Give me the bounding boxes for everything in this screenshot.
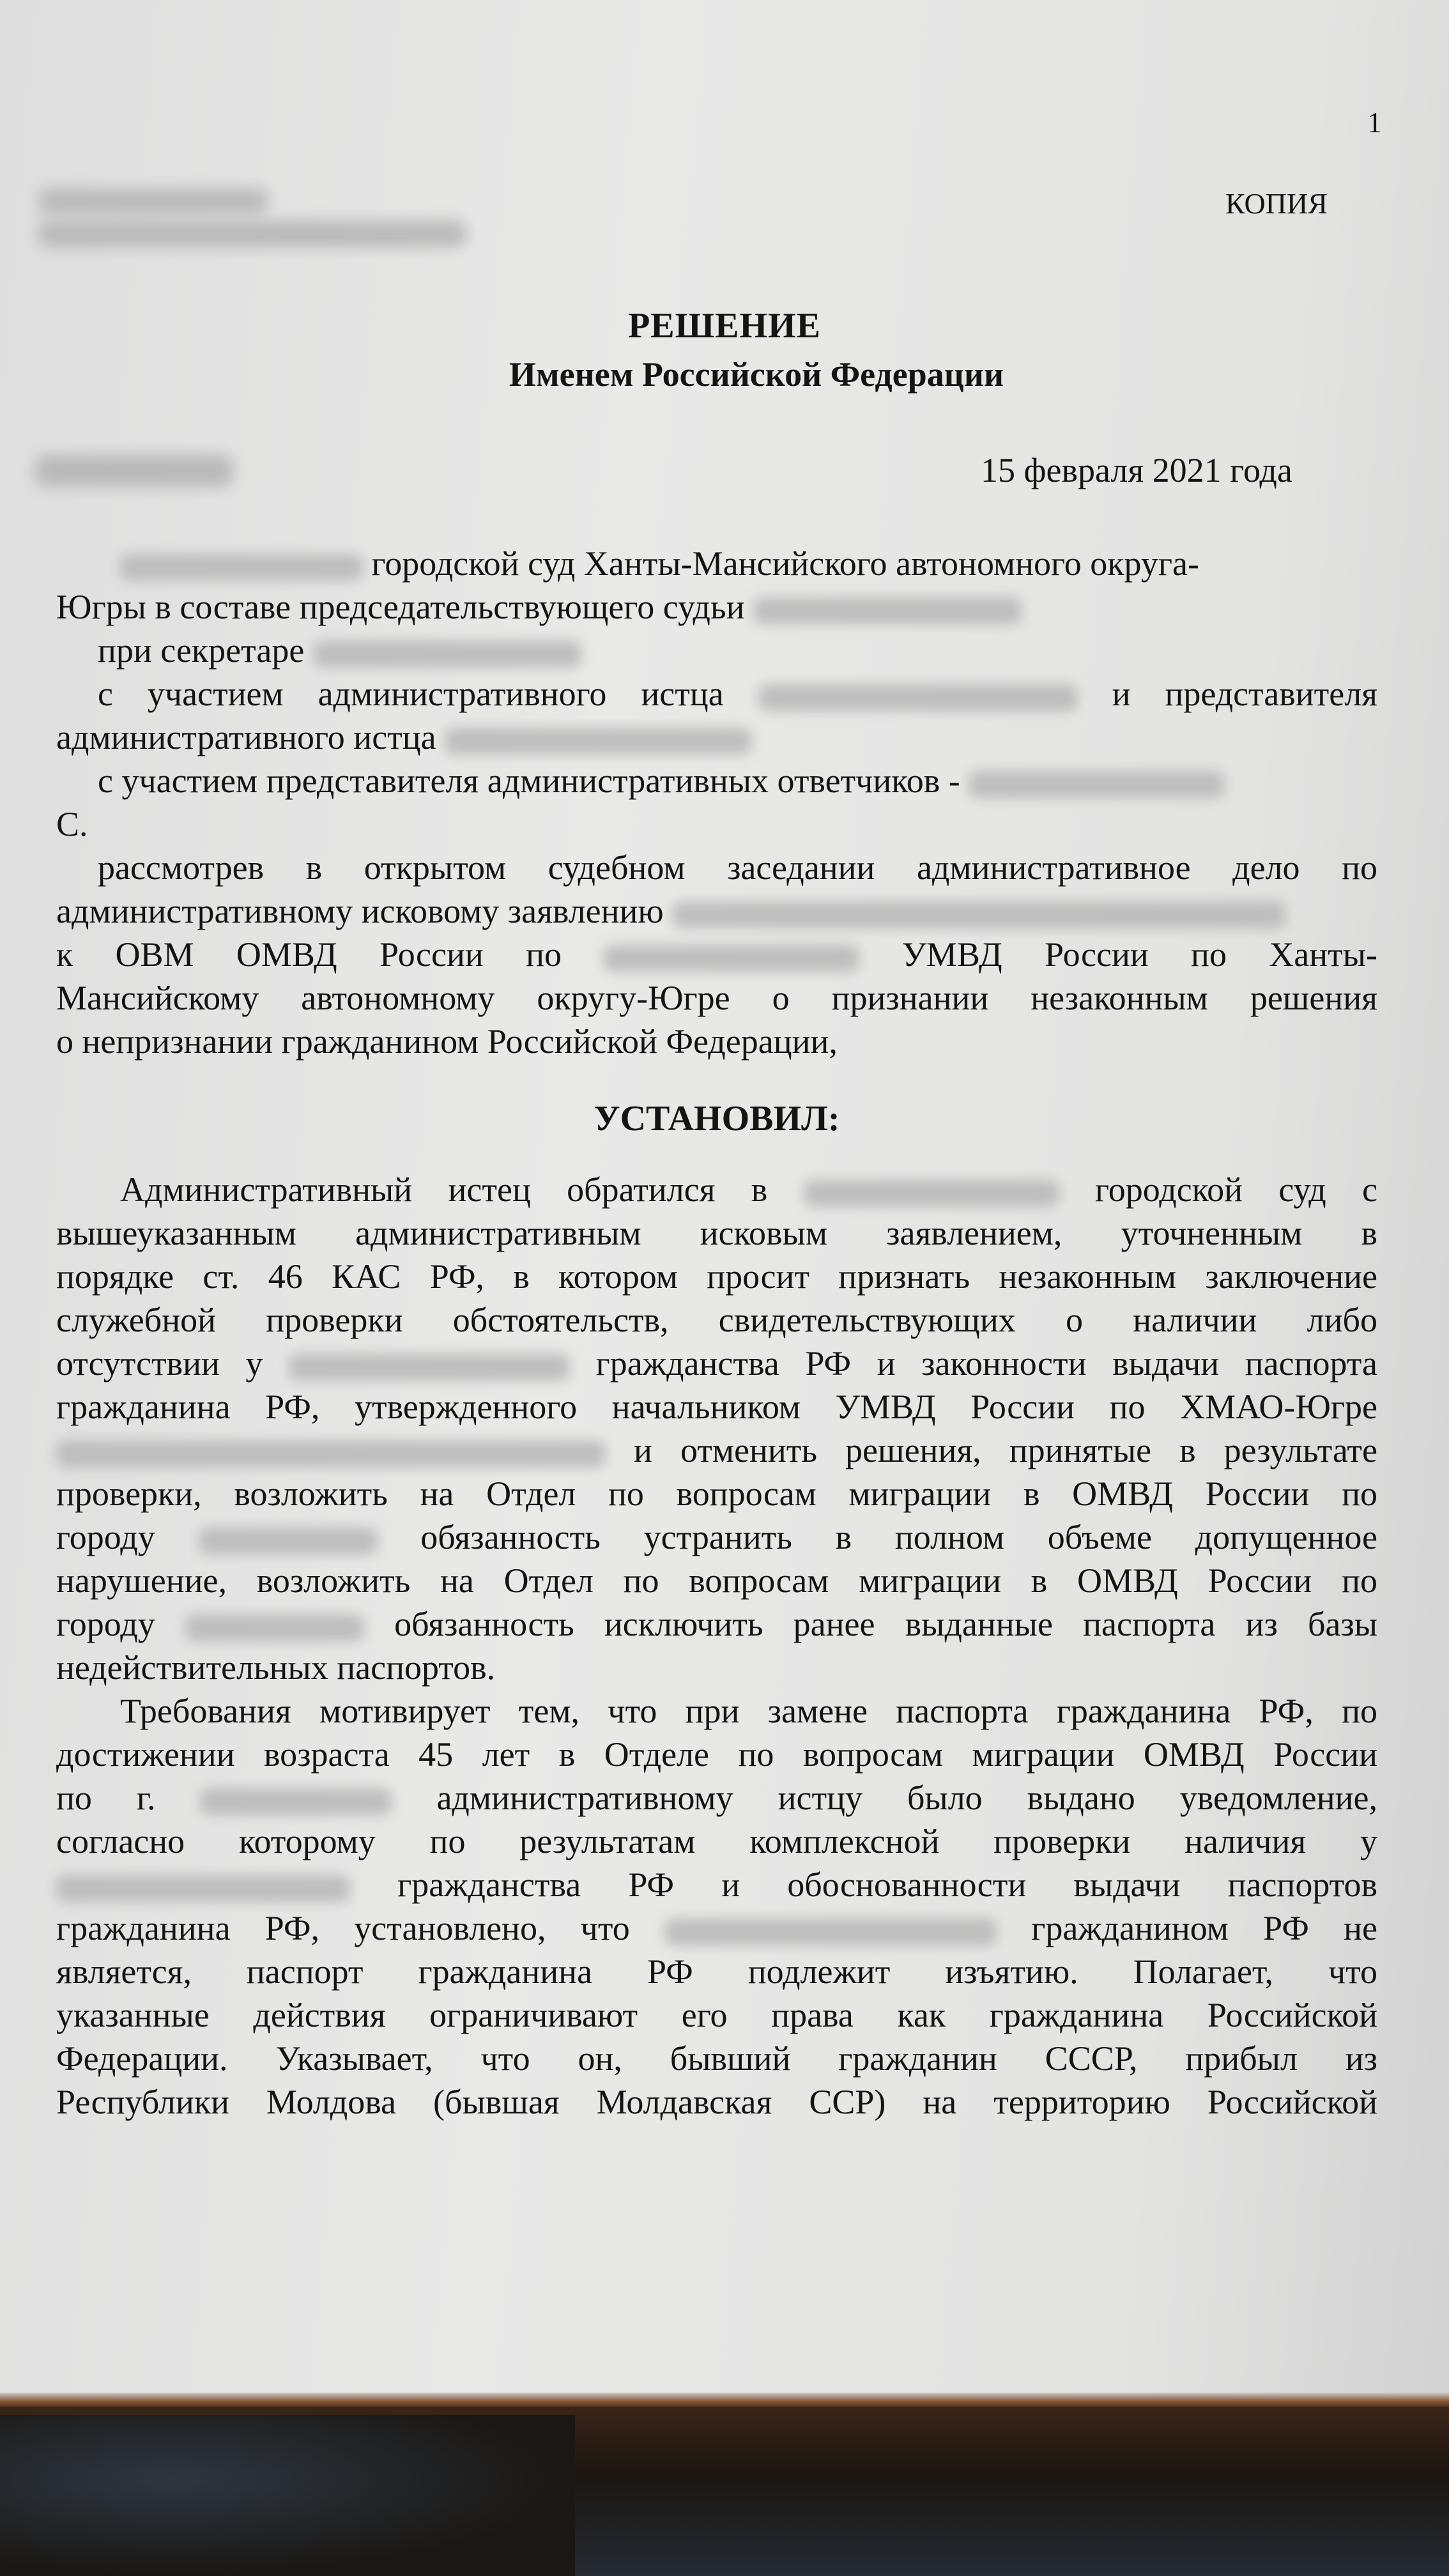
body-line: городу обязанность устранить в полном объеме допущенное: [56, 1518, 1378, 1556]
body-line: проверки, возложить на Отдел по вопросам миграции в ОМВД России по: [56, 1475, 1377, 1513]
body-line: Административный истец обратился в городской суд с: [120, 1170, 1377, 1209]
body-line: гражданства РФ и обоснованности выдачи паспортов: [56, 1863, 1377, 1906]
redacted-plaintiff-name: [289, 1354, 570, 1381]
body-line: о непризнании гражданином Российской Федерации,: [56, 1022, 838, 1061]
body-line: городской суд Ханты-Мансийского автономного округа-: [56, 542, 1377, 585]
body-line: вышеуказанным административным исковым заявлением, уточненным в: [56, 1214, 1377, 1252]
redacted-city-name: [199, 1528, 378, 1554]
body-line: Республики Молдова (бывшая Молдавская ССР) на территорию Российской: [56, 2083, 1377, 2121]
body-line: административного истца: [56, 716, 1377, 759]
document-body: [56, 542, 1377, 2124]
document-title: РЕШЕНИЕ: [628, 306, 821, 346]
body-line: Федерации. Указывает, что он, бывший гражданин СССР, прибыл из: [56, 2039, 1377, 2078]
body-line: административному исковому заявлению: [56, 889, 1377, 933]
redacted-secretary-name: [313, 641, 581, 668]
redacted-court-name: [804, 1180, 1059, 1207]
section-heading-established: УСТАНОВИЛ:: [594, 1099, 840, 1138]
redacted-city-name: [200, 1788, 392, 1815]
redacted-city-name: [604, 945, 859, 972]
redacted-court-header-2: [38, 220, 466, 247]
body-line: к ОВМ ОМВД России по УМВД России по Ханты-: [56, 935, 1377, 974]
decision-date: 15 февраля 2021 года: [981, 451, 1292, 489]
body-line: недействительных паспортов.: [56, 1648, 496, 1687]
body-line: и отменить решения, принятые в результате: [56, 1429, 1377, 1472]
redacted-court-name: [120, 554, 363, 581]
body-line: при секретаре: [56, 629, 1377, 672]
body-line: указанные действия ограничивают его права как гражданина Российской: [56, 1996, 1377, 2034]
body-line: городу обязанность исключить ранее выданные паспорта из базы: [56, 1605, 1378, 1643]
body-line: гражданина РФ, установлено, что гражданином РФ не: [56, 1909, 1378, 1947]
body-line: нарушение, возложить на Отдел по вопросам миграции в ОМВД России по: [56, 1561, 1377, 1600]
redacted-plaintiff-name: [758, 684, 1078, 711]
body-line: рассмотрев в открытом судебном заседании административное дело по: [98, 848, 1377, 887]
body-line: служебной проверки обстоятельств, свидетельствующих о наличии либо: [56, 1301, 1377, 1339]
copy-mark: КОПИЯ: [1225, 187, 1328, 220]
body-line: согласно которому по результатам комплексной проверки наличия у: [56, 1822, 1377, 1860]
body-line: по г. административному истцу было выдано уведомление,: [56, 1779, 1377, 1817]
redacted-city-name: [185, 1614, 364, 1641]
document-subtitle: Именем Российской Федерации: [509, 355, 1004, 394]
redacted-plaintiff-name: [664, 1919, 997, 1945]
body-line: отсутствии у гражданства РФ и законности выдачи паспорта: [56, 1344, 1378, 1383]
body-line: гражданина РФ, утвержденного начальником УМВД России по ХМАО-Югре: [56, 1388, 1377, 1426]
body-line: с участием административного истца и представителя: [98, 675, 1378, 713]
body-line: Требования мотивирует тем, что при замене паспорта гражданина РФ, по: [120, 1692, 1377, 1730]
redacted-plaintiff-full-name: [672, 901, 1285, 928]
redacted-plaintiff-name: [56, 1875, 350, 1902]
redacted-city: [35, 455, 233, 487]
paper-bottom-edge: [0, 2393, 1449, 2407]
desk-shadow: [0, 2415, 575, 2576]
redacted-representative-name: [445, 728, 751, 755]
redacted-approval-details: [56, 1441, 606, 1468]
body-line: Мансийскому автономному округу-Югре о признании незаконным решения: [56, 979, 1377, 1017]
body-line: достижении возраста 45 лет в Отделе по вопросам миграции ОМВД России: [56, 1735, 1377, 1774]
body-line: порядке ст. 46 КАС РФ, в котором просит признать незаконным заключение: [56, 1257, 1377, 1296]
redacted-judge-name: [753, 597, 1022, 624]
redacted-court-header: [38, 188, 268, 214]
body-line: является, паспорт гражданина РФ подлежит изъятию. Полагает, что: [56, 1952, 1377, 1991]
body-line: С.: [56, 805, 88, 843]
body-line: с участием представителя административных ответчиков -: [56, 759, 1377, 802]
page-number: 1: [1367, 106, 1382, 139]
redacted-defendant-rep-name: [969, 771, 1224, 798]
body-line: Югры в составе председательствующего судьи: [56, 585, 1377, 629]
